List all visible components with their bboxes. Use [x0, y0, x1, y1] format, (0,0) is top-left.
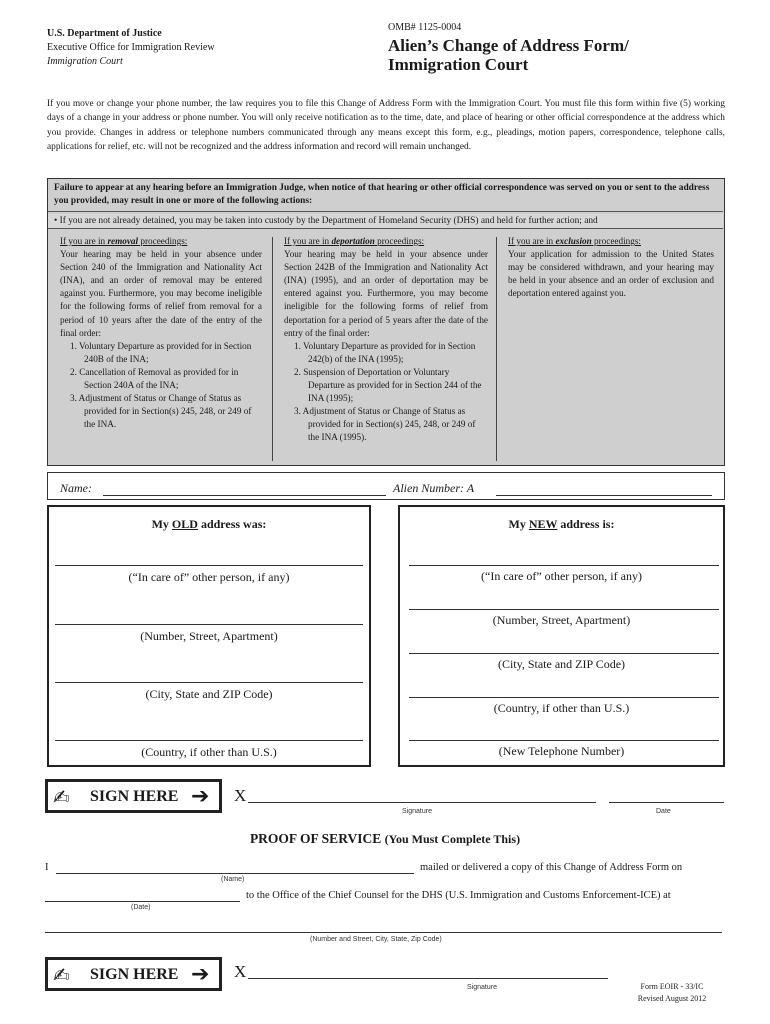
new-address-box	[398, 505, 725, 767]
date-field[interactable]	[609, 802, 724, 803]
proof-name-label: (Name)	[221, 876, 245, 883]
deportation-relief-list	[284, 340, 488, 445]
proof-i-label: I	[45, 862, 49, 873]
list-item: 2. Suspension of Deportation or Voluntary Departure as provided for in Section 244 of the INA (1995);	[294, 366, 482, 404]
writing-hand-icon: ✍	[53, 785, 70, 809]
agency-office: Executive Office for Immigration Review	[47, 42, 215, 53]
signature-field[interactable]	[248, 802, 596, 803]
old-street-label: (Number, Street, Apartment)	[140, 629, 278, 643]
list-item: 3. Adjustment of Status or Change of Status as provided for in Section(s) 245, 248, or 249 of the INA (1995).	[294, 406, 476, 443]
form-title-line2: Immigration Court	[388, 55, 529, 74]
old-address-title: My OLD address was:	[151, 517, 267, 531]
removal-body: Your hearing may be held in your absence under Section 240 of the Immigration and Nationality Act (INA), and an order of removal may be entered against you. Furthermore, you may become ineligible for the following forms of relief from removal for a period of 10 years after the date of the entry of the final order:	[60, 249, 262, 338]
sign-here-box	[45, 779, 222, 813]
form-revised-date: Revised August 2012	[637, 994, 707, 1003]
exclusion-body: Your application for admission to the United States may be considered withdrawn, and your hearing may be held in your absence and an order of exclusion and deportation entered against you.	[508, 249, 714, 299]
date-label: Date	[656, 808, 671, 815]
sign-here-box	[45, 957, 222, 991]
proof-signature-label: Signature	[467, 984, 497, 991]
sign-here-label: SIGN HERE	[90, 788, 179, 805]
old-country-field[interactable]	[55, 740, 363, 741]
new-care-of-field[interactable]	[409, 565, 719, 566]
old-address-box	[47, 505, 371, 767]
column-divider	[496, 237, 497, 461]
name-field[interactable]	[103, 495, 386, 496]
new-street-field[interactable]	[409, 609, 719, 610]
alien-number-field[interactable]	[496, 495, 712, 496]
form-title	[388, 36, 748, 74]
proof-date-field[interactable]	[45, 901, 240, 902]
agency-court: Immigration Court	[47, 56, 123, 67]
new-care-of-label: (“In care of” other person, if any)	[481, 569, 642, 583]
old-city-label: (City, State and ZIP Code)	[145, 687, 273, 701]
old-city-field[interactable]	[55, 682, 363, 683]
proof-date-label: (Date)	[131, 904, 151, 911]
form-identifier	[620, 981, 724, 1005]
name-row	[47, 472, 725, 500]
new-country-label: (Country, if other than U.S.)	[493, 701, 630, 715]
signature-x-mark: X	[234, 786, 247, 805]
signature-x-mark: X	[234, 962, 247, 981]
right-arrow-icon: ➔	[191, 962, 210, 987]
warning-box	[47, 178, 725, 466]
deportation-heading: If you are in deportation proceedings:	[284, 236, 425, 246]
form-number: Form EOIR - 33/IC	[640, 982, 704, 991]
signature-label: Signature	[402, 808, 432, 815]
new-city-field[interactable]	[409, 653, 719, 654]
deportation-body: Your hearing may be held in your absence under Section 242B of the Immigration and Nationality Act (INA) (1995), and an order of deportation may be entered against you. Furthermore, you may become ineligible for the following forms of relief from deportation for a period of 5 years after the date of the entry of the final order:	[284, 249, 488, 338]
new-phone-label: (New Telephone Number)	[498, 744, 625, 758]
exclusion-column	[508, 235, 714, 300]
removal-relief-list	[60, 340, 262, 432]
agency-block	[47, 27, 215, 69]
removal-column	[60, 235, 262, 431]
deportation-column	[284, 235, 488, 445]
warning-bullet: • If you are not already detained, you may be taken into custody by the Department of Homeland Security (DHS) and held for further action; and	[48, 214, 723, 229]
column-divider	[272, 237, 273, 461]
writing-hand-icon: ✍	[53, 963, 70, 987]
sign-here-label: SIGN HERE	[90, 966, 179, 983]
exclusion-heading: If you are in exclusion proceedings:	[508, 236, 641, 246]
proof-address-field[interactable]	[45, 932, 722, 933]
proof-of-service-title: PROOF OF SERVICE (You Must Complete This)	[249, 831, 521, 846]
new-street-label: (Number, Street, Apartment)	[492, 613, 631, 627]
right-arrow-icon: ➔	[191, 784, 210, 809]
proof-mailed-text: mailed or delivered a copy of this Change of Address Form on	[420, 862, 683, 873]
list-item: 1. Voluntary Departure as provided for in Section 242(b) of the INA (1995);	[294, 340, 476, 364]
list-item: 3. Adjustment of Status or Change of Status as provided for in Section(s) 245, 248, or 249 of the INA.	[70, 393, 252, 430]
agency-department: U.S. Department of Justice	[47, 28, 162, 39]
removal-heading: If you are in removal proceedings:	[60, 236, 188, 246]
proof-office-text: to the Office of the Chief Counsel for the DHS (U.S. Immigration and Customs Enforcement-ICE) at	[246, 890, 671, 901]
new-country-field[interactable]	[409, 697, 719, 698]
intro-paragraph: If you move or change your phone number, the law requires you to file this Change of Address Form with the Immigration Court. You must file this form within five (5) working days of a change in your address or phone number. You will only receive notification as to the time, date, and place of hearing or other official correspondence at the address which you provide. Changes in address or telephone numbers communicated through any means except this form, e.g., pleadings, motion papers, correspondence, telephone calls, applications for relief, etc. will not be recognized and the address information and record will remain unchanged.	[47, 99, 725, 153]
new-address-title: My NEW address is:	[508, 517, 615, 531]
alien-number-label: Alien Number: A	[393, 481, 475, 495]
warning-heading: Failure to appear at any hearing before an Immigration Judge, when notice of that hearing or other official correspondence was served on you or sent to the address you provided, may result in one or more of the following actions:	[48, 179, 723, 212]
proof-name-field[interactable]	[56, 873, 414, 874]
list-item: 2. Cancellation of Removal as provided for in Section 240A of the INA;	[70, 366, 239, 391]
name-label: Name:	[60, 481, 92, 495]
proof-signature-field[interactable]	[248, 978, 608, 979]
old-country-label: (Country, if other than U.S.)	[141, 745, 277, 759]
omb-number: OMB# 1125-0004	[388, 22, 462, 33]
old-care-of-label: (“In care of” other person, if any)	[128, 570, 290, 584]
form-title-line1: Alien’s Change of Address Form/	[388, 36, 629, 55]
new-phone-field[interactable]	[409, 740, 719, 741]
proof-address-label: (Number and Street, City, State, Zip Code)	[310, 936, 442, 943]
old-care-of-field[interactable]	[55, 565, 363, 566]
new-city-label: (City, State and ZIP Code)	[497, 657, 626, 671]
old-street-field[interactable]	[55, 624, 363, 625]
list-item: 1. Voluntary Departure as provided for in Section 240B of the INA;	[70, 340, 252, 364]
